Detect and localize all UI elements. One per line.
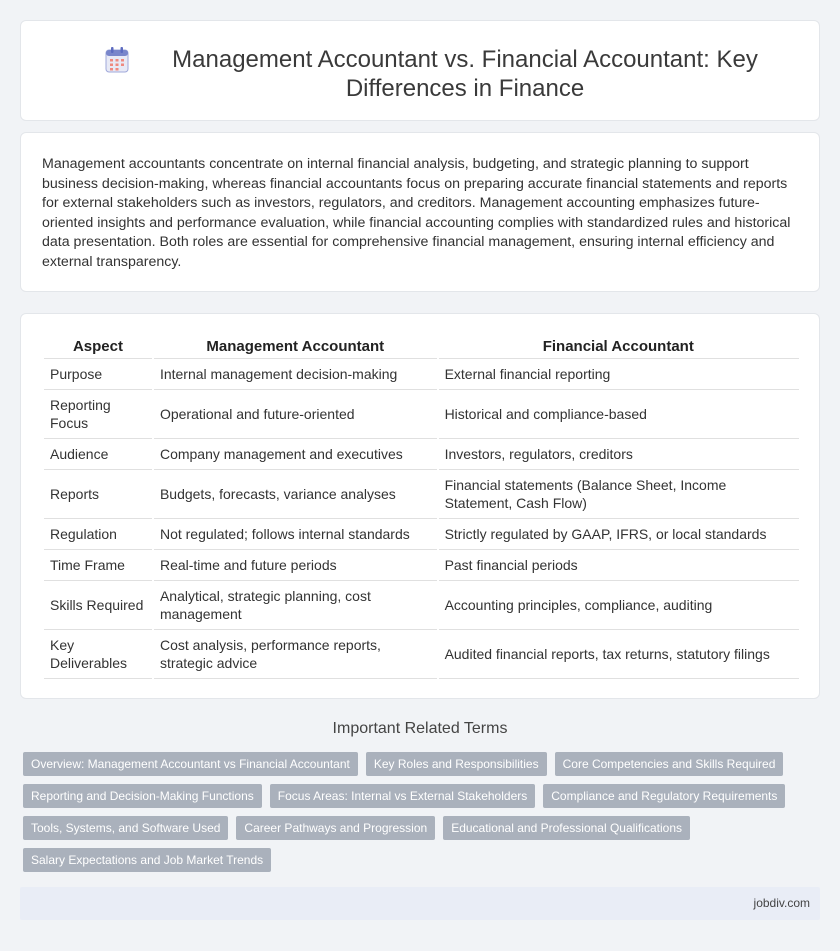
footer — [20, 887, 820, 920]
header-card — [20, 20, 820, 121]
table-cell: Operational and future-oriented — [153, 389, 438, 438]
table-cell: Historical and compliance-based — [438, 389, 799, 438]
tag-row — [23, 848, 813, 872]
footer-site-link[interactable]: jobdiv.com — [753, 896, 810, 910]
table-cell: Audited financial reports, tax returns, statutory filings — [438, 629, 799, 678]
header-financial-accountant: Financial Accountant — [438, 334, 799, 358]
comparison-table — [42, 334, 799, 679]
table-cell: Key Deliverables — [43, 629, 153, 678]
tag-row — [23, 784, 813, 808]
tag-row — [23, 816, 813, 840]
header-management-accountant: Management Accountant — [153, 334, 438, 358]
intro-paragraph: Management accountants concentrate on internal financial analysis, budgeting, and strategic planning to support business decision-making, whereas financial accountants focus on preparing accurate financial statements and reports for external stakeholders such as investors, regulators, and creditors. Management accounting emphasizes future-oriented insights and performance evaluation, while financial accounting complies with standardized rules and historical data presentation. Both roles are essential for comprehensive financial management, ensuring internal efficiency and external transparency. — [42, 156, 791, 270]
table-row — [43, 549, 799, 580]
table-cell: Internal management decision-making — [153, 358, 438, 389]
table-cell: Reporting Focus — [43, 389, 153, 438]
related-term-tag[interactable]: Reporting and Decision-Making Functions — [23, 784, 262, 808]
related-term-tag[interactable]: Educational and Professional Qualifications — [443, 816, 690, 840]
related-term-tag[interactable]: Salary Expectations and Job Market Trends — [23, 848, 271, 872]
table-row — [43, 389, 799, 438]
table-cell: Financial statements (Balance Sheet, Income Statement, Cash Flow) — [438, 469, 799, 518]
related-term-tag[interactable]: Overview: Management Accountant vs Financial Accountant — [23, 752, 358, 776]
tag-row — [23, 752, 813, 776]
calendar-icon — [105, 47, 129, 73]
intro-card — [20, 132, 820, 292]
table-row — [43, 358, 799, 389]
table-cell: Investors, regulators, creditors — [438, 438, 799, 469]
table-cell: Audience — [43, 438, 153, 469]
table-cell: Accounting principles, compliance, auditing — [438, 580, 799, 629]
table-cell: Cost analysis, performance reports, strategic advice — [153, 629, 438, 678]
table-row — [43, 438, 799, 469]
table-cell: Analytical, strategic planning, cost management — [153, 580, 438, 629]
table-row — [43, 580, 799, 629]
header-aspect: Aspect — [43, 334, 153, 358]
table-header-row — [43, 334, 799, 358]
table-cell: External financial reporting — [438, 358, 799, 389]
table-cell: Regulation — [43, 518, 153, 549]
table-row — [43, 518, 799, 549]
related-term-tag[interactable]: Career Pathways and Progression — [236, 816, 435, 840]
table-cell: Budgets, forecasts, variance analyses — [153, 469, 438, 518]
related-terms-list — [23, 752, 813, 880]
table-cell: Reports — [43, 469, 153, 518]
table-cell: Purpose — [43, 358, 153, 389]
table-cell: Real-time and future periods — [153, 549, 438, 580]
table-cell: Time Frame — [43, 549, 153, 580]
table-row — [43, 469, 799, 518]
related-term-tag[interactable]: Tools, Systems, and Software Used — [23, 816, 228, 840]
table-cell: Strictly regulated by GAAP, IFRS, or local standards — [438, 518, 799, 549]
table-cell: Company management and executives — [153, 438, 438, 469]
related-term-tag[interactable]: Key Roles and Responsibilities — [366, 752, 547, 776]
table-cell: Skills Required — [43, 580, 153, 629]
table-cell: Not regulated; follows internal standards — [153, 518, 438, 549]
related-term-tag[interactable]: Focus Areas: Internal vs External Stakeholders — [270, 784, 535, 808]
related-terms-title: Important Related Terms — [332, 720, 508, 737]
comparison-table-card — [20, 313, 820, 699]
related-term-tag[interactable]: Compliance and Regulatory Requirements — [543, 784, 785, 808]
page-title: Management Accountant vs. Financial Accountant: Key Differences in Finance — [172, 46, 758, 102]
table-row — [43, 629, 799, 678]
table-cell: Past financial periods — [438, 549, 799, 580]
related-term-tag[interactable]: Core Competencies and Skills Required — [555, 752, 784, 776]
